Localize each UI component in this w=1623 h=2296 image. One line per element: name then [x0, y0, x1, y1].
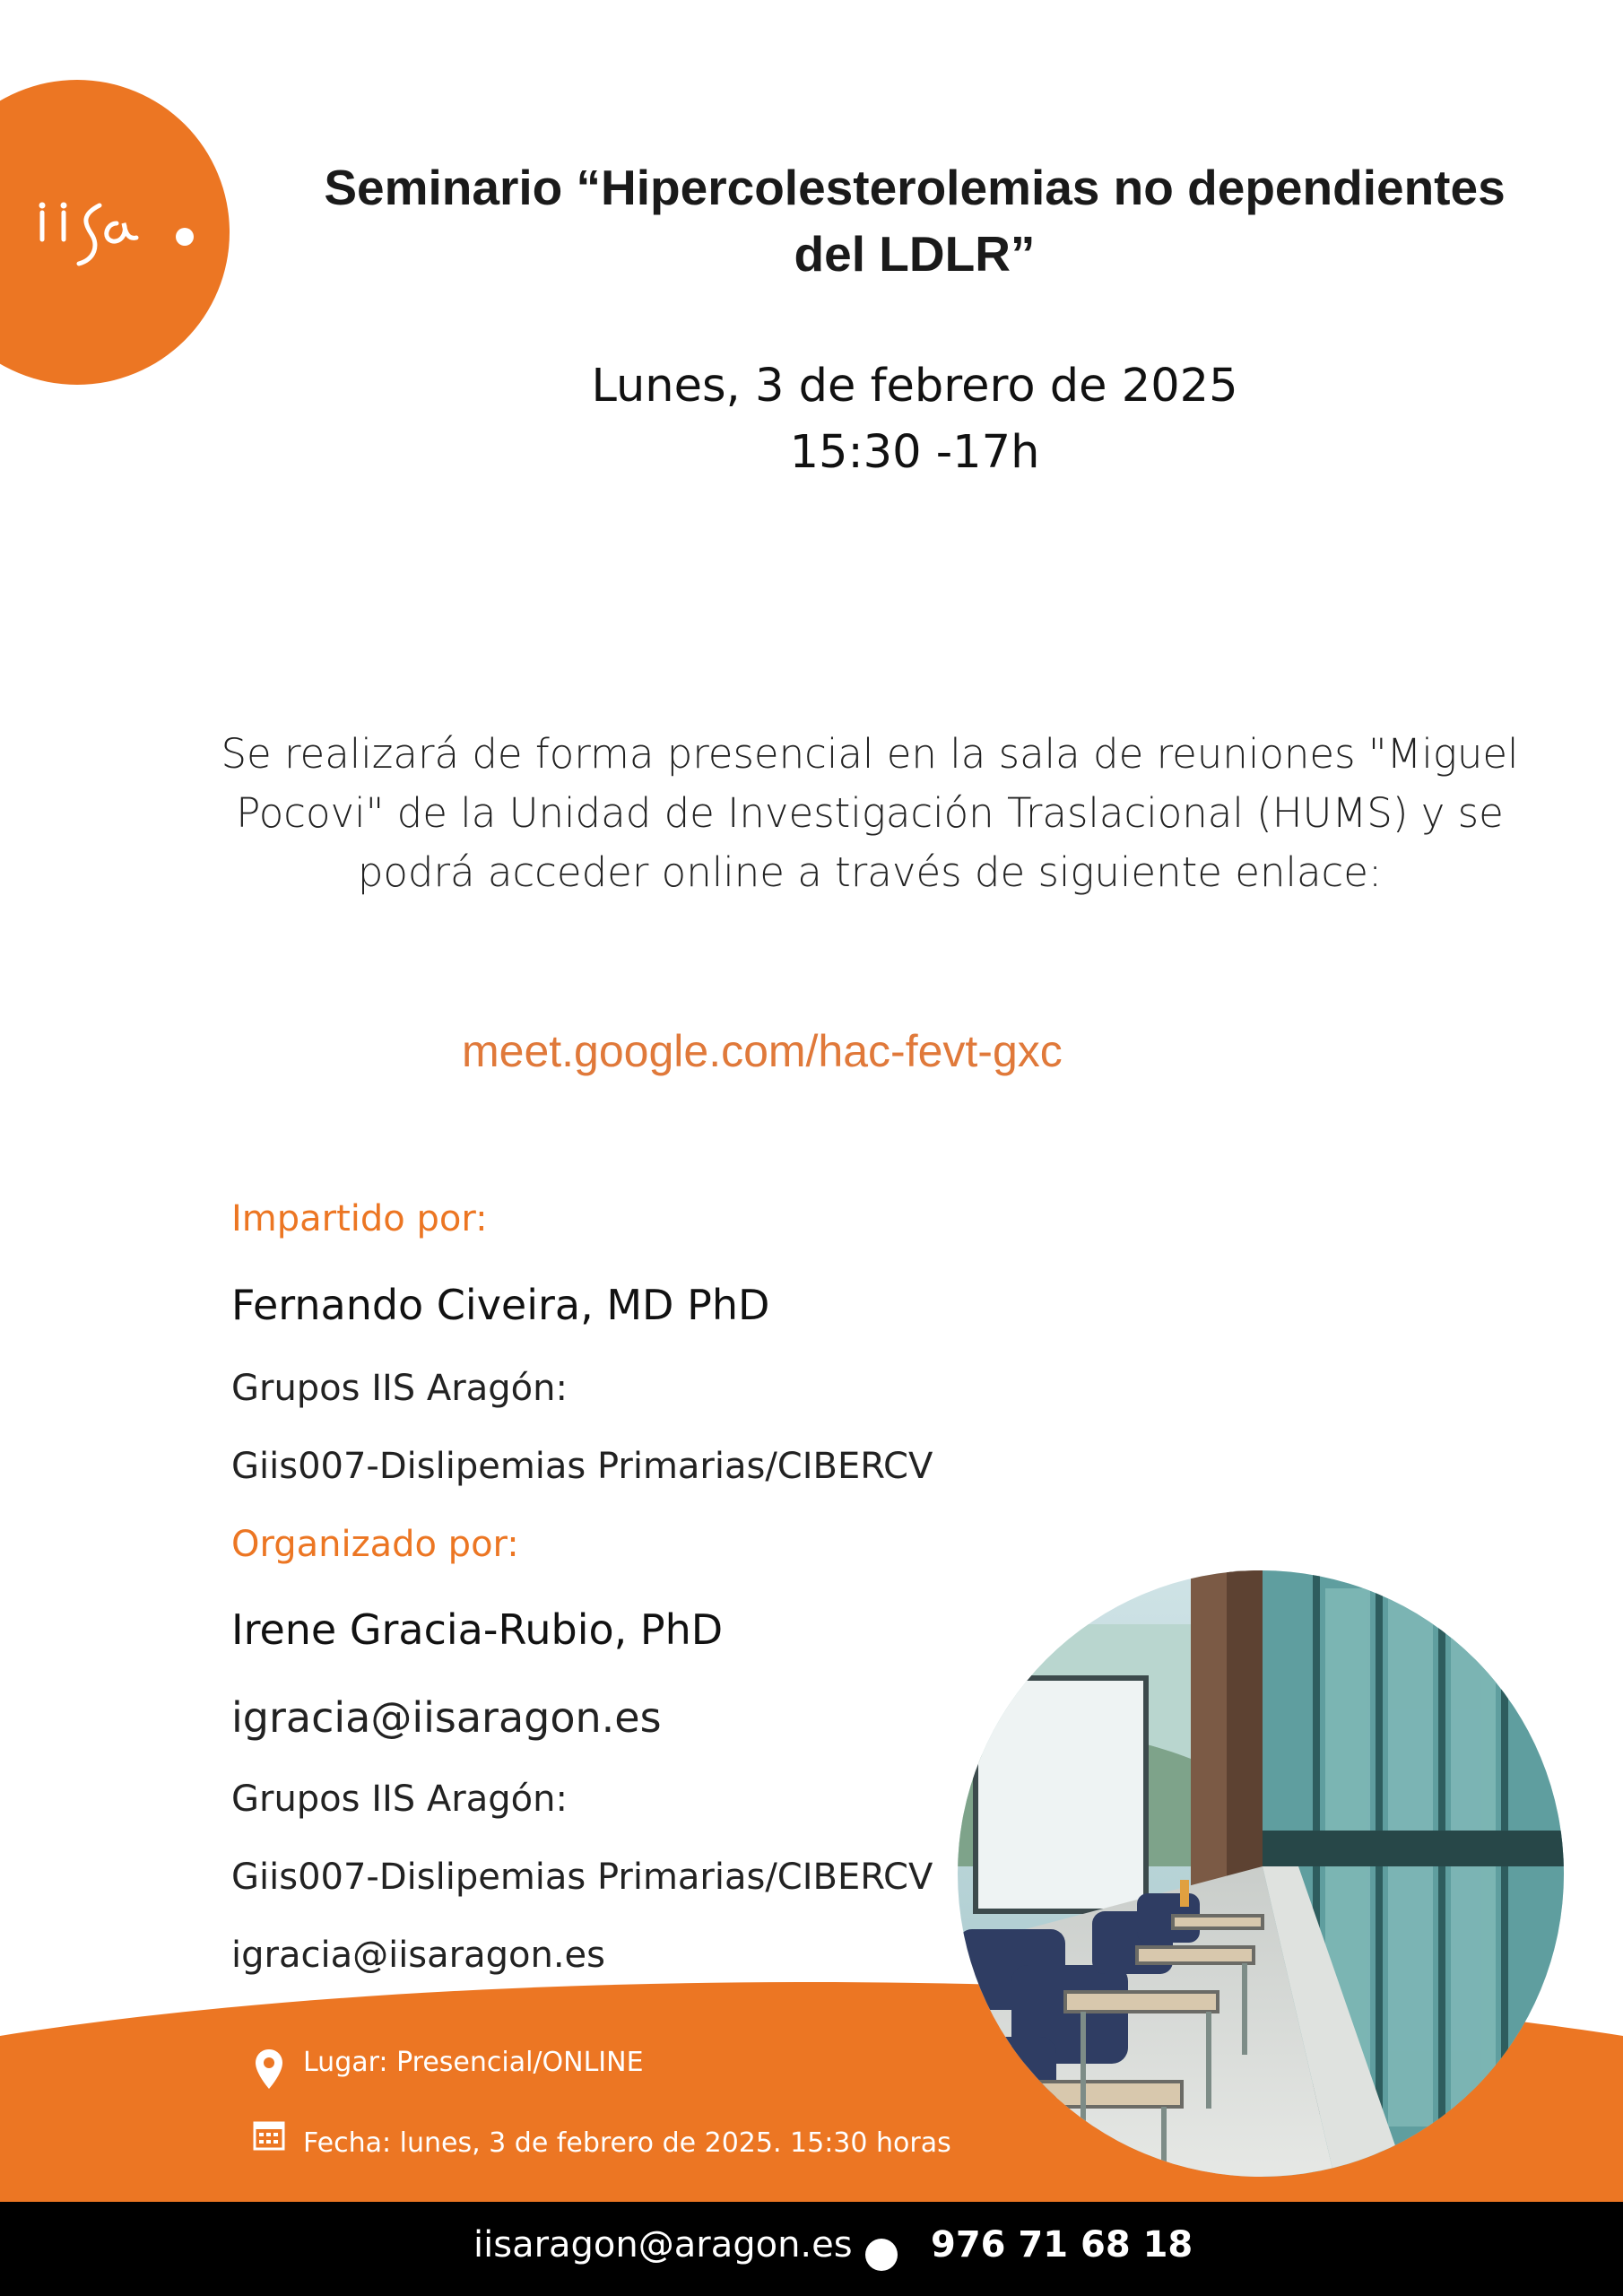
intro-line-3: podrá acceder online a través de siguiente enlace: — [357, 848, 1383, 896]
event-time-line: 15:30 -17h — [789, 426, 1040, 479]
organizer-group: Giis007-Dislipemias Primarias/CIBERCV — [231, 1857, 933, 1898]
intro-paragraph — [188, 725, 1551, 902]
speaker-name: Fernando Civeira, MD PhD — [231, 1281, 770, 1329]
title-line-2: del LDLR” — [794, 226, 1036, 282]
intro-line-1: Se realizará de forma presencial en la sala de reuniones "Miguel — [221, 730, 1519, 778]
event-date — [511, 353, 1318, 486]
lecture-room-photo — [958, 1570, 1564, 2177]
meet-link[interactable]: meet.google.com/hac-fevt-gxc — [462, 1026, 1063, 1076]
page-title — [242, 154, 1587, 287]
organizer-email-secondary[interactable]: igracia@iisaragon.es — [231, 1935, 605, 1976]
intro-line-2: Pocovi" de la Unidad de Investigación Traslacional (HUMS) y se — [236, 789, 1504, 837]
location-pin-icon — [254, 2048, 284, 2091]
calendar-icon — [253, 2118, 285, 2151]
footer-phone[interactable]: 976 71 68 18 — [931, 2224, 1193, 2266]
footer-separator-dot — [865, 2239, 898, 2271]
footer-email[interactable]: iisaragon@aragon.es — [473, 2224, 853, 2266]
organizer-name: Irene Gracia-Rubio, PhD — [231, 1605, 724, 1654]
iis-aragon-logo — [0, 80, 230, 385]
title-line-1: Seminario “Hipercolesterolemias no dependientes — [324, 160, 1506, 215]
speaker-group: Giis007-Dislipemias Primarias/CIBERCV — [231, 1446, 933, 1487]
event-date-line: Lunes, 3 de febrero de 2025 — [591, 360, 1238, 413]
date-info-value: lunes, 3 de febrero de 2025. 15:30 horas — [399, 2127, 951, 2159]
organizer-label: Organizado por: — [231, 1524, 519, 1565]
organizer-groups-label: Grupos IIS Aragón: — [231, 1779, 568, 1820]
organizer-email[interactable]: igracia@iisaragon.es — [231, 1693, 662, 1742]
iis-aragon-logo-icon — [0, 80, 230, 385]
date-info-label: Fecha: — [303, 2127, 392, 2159]
date-info — [303, 2127, 951, 2159]
place-info: Lugar: Presencial/ONLINE — [303, 2047, 644, 2078]
speaker-groups-label: Grupos IIS Aragón: — [231, 1368, 568, 1409]
speaker-label: Impartido por: — [231, 1198, 488, 1239]
